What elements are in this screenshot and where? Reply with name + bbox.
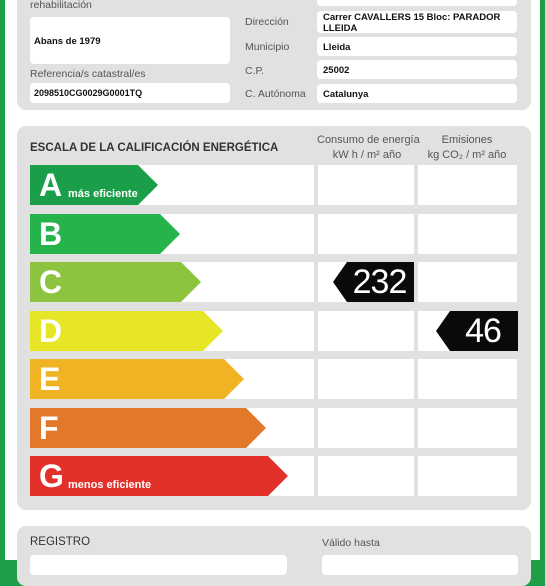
cp-value: 25002 bbox=[323, 65, 350, 76]
building-info-panel bbox=[17, 0, 531, 110]
band-b bbox=[30, 214, 182, 254]
valido-hasta-label: Válido hasta bbox=[322, 537, 380, 549]
valido-value-box bbox=[322, 555, 518, 575]
municipio-value: Lleida bbox=[323, 42, 351, 53]
emisiones-header-line2: kg CO₂ / m² año bbox=[427, 149, 507, 161]
autonomia-value: Catalunya bbox=[323, 89, 369, 100]
band-letter: B bbox=[39, 216, 63, 252]
consumo-cell bbox=[318, 311, 414, 351]
emisiones-cell bbox=[418, 359, 517, 399]
band-a bbox=[30, 165, 160, 205]
registro-label: REGISTRO bbox=[30, 536, 91, 548]
registro-panel bbox=[17, 526, 531, 586]
consumo-header-line2: kW h / m² año bbox=[332, 149, 402, 161]
consumo-cell bbox=[318, 456, 414, 496]
band-d bbox=[30, 311, 225, 351]
consumo-cell bbox=[318, 165, 414, 205]
normativa-value: Abans de 1979 bbox=[34, 36, 101, 47]
direccion-value-box bbox=[317, 11, 517, 33]
municipio-label: Municipio bbox=[245, 41, 290, 53]
consumo-cell bbox=[318, 359, 414, 399]
emisiones-cell bbox=[418, 214, 517, 254]
emisiones-rating-value: 46 bbox=[465, 312, 501, 350]
referencia-value-box bbox=[30, 83, 230, 103]
band-letter: G bbox=[39, 458, 64, 494]
emisiones-cell bbox=[418, 456, 517, 496]
direccion-value: Carrer CAVALLERS 15 Bloc: PARADOR LLEIDA bbox=[323, 12, 501, 34]
municipio-value-box bbox=[317, 37, 517, 56]
emisiones-cell bbox=[418, 165, 517, 205]
referencia-value: 2098510CG0029G0001TQ bbox=[34, 88, 143, 98]
band-arrow-shape bbox=[30, 408, 266, 448]
band-letter: A bbox=[39, 167, 63, 203]
normativa-value-box bbox=[30, 17, 230, 64]
tipo-value-box bbox=[317, 0, 517, 6]
band-letter: D bbox=[39, 313, 63, 349]
band-arrow-shape bbox=[30, 359, 244, 399]
referencia-label: Referencia/s catastral/es bbox=[30, 68, 146, 80]
cp-label: C.P. bbox=[245, 65, 265, 77]
emisiones-cell bbox=[418, 262, 517, 302]
autonomia-label: C. Autónoma bbox=[245, 88, 306, 100]
band-c bbox=[30, 262, 203, 302]
cp-value-box bbox=[317, 60, 517, 79]
band-letter: F bbox=[39, 410, 59, 446]
consumo-rating-value: 232 bbox=[352, 263, 407, 301]
band-e bbox=[30, 359, 246, 399]
consumo-cell bbox=[318, 408, 414, 448]
emisiones-cell bbox=[418, 408, 517, 448]
registro-value-box bbox=[30, 555, 287, 575]
band-f bbox=[30, 408, 268, 448]
band-letter: C bbox=[39, 264, 63, 300]
scale-title: ESCALA DE LA CALIFICACIÓN ENERGÉTICA bbox=[30, 142, 279, 154]
consumo-rating bbox=[333, 262, 414, 302]
band-sublabel: más eficiente bbox=[68, 188, 138, 200]
band-sublabel: menos eficiente bbox=[68, 479, 152, 491]
direccion-label: Dirección bbox=[245, 16, 289, 28]
emisiones-header-line1: Emisiones bbox=[441, 134, 493, 146]
consumo-cell bbox=[318, 214, 414, 254]
autonomia-value-box bbox=[317, 84, 517, 103]
normativa-label: rehabilitación bbox=[30, 0, 92, 11]
band-letter: E bbox=[39, 361, 61, 397]
certificate-page bbox=[5, 0, 540, 560]
consumo-header-line1: Consumo de energía bbox=[317, 134, 420, 146]
band-g bbox=[30, 456, 290, 496]
tipo-value bbox=[323, 0, 362, 1]
emisiones-rating bbox=[436, 311, 518, 351]
